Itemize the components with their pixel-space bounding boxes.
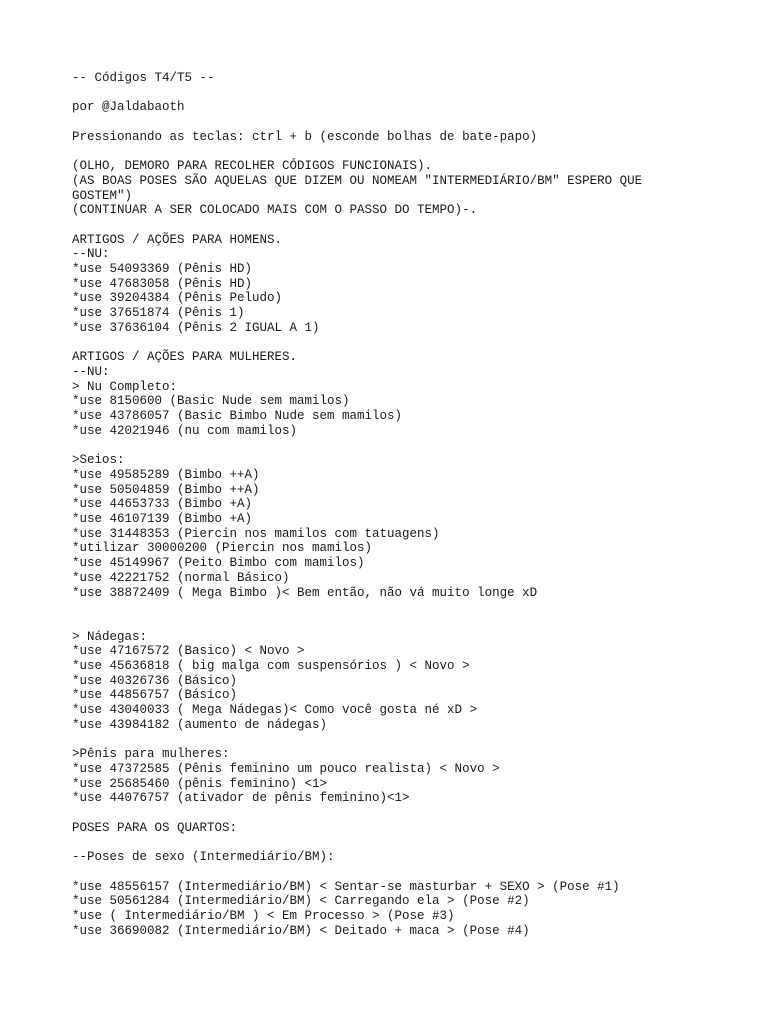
buttocks-section [72,630,672,733]
code-line: *use 38872409 ( Mega Bimbo )< Bem então, não vá muito longe xD [72,585,538,600]
author-block [72,100,672,115]
code-line: *use 43984182 (aumento de nádegas) [72,717,328,732]
code-line: *use 54093369 (Pênis HD) [72,262,253,277]
code-line: *use 47167572 (Basico) < Novo > [72,644,305,659]
code-line: *use 44856757 (Básico) [72,688,238,703]
code-line: *use 43040033 ( Mega Nádegas)< Como você gosta né xD > [72,703,478,718]
code-line: *use 37651874 (Pênis 1) [72,306,245,321]
nude-label: > Nu Completo: [72,379,178,394]
poses-section [72,880,672,939]
note-line: (CONTINUAR A SER COLOCADO MAIS COM O PASSO DO TEMPO)-. [72,203,478,218]
code-line: *use 37636104 (Pênis 2 IGUAL A 1) [72,320,320,335]
note-line: GOSTEM") [72,188,133,203]
code-line: *use 42021946 (nu com mamilos) [72,423,298,438]
code-line: *use 47683058 (Pênis HD) [72,276,253,291]
poses-heading-block [72,821,672,836]
code-line: *use 44076757 (ativador de pênis feminino)<1> [72,791,410,806]
code-line: *use 50561284 (Intermediário/BM) < Carregando ela > (Pose #2) [72,894,530,909]
female-penis-section [72,747,672,806]
code-line: *use 50504859 (Bimbo ++A) [72,482,260,497]
code-line: *use ( Intermediário/BM ) < Em Processo > (Pose #3) [72,908,455,923]
header-title-block [72,71,672,86]
code-line: *use 48556157 (Intermediário/BM) < Sentar-se masturbar + SEXO > (Pose #1) [72,879,620,894]
buttocks-label: > Nádegas: [72,629,148,644]
code-line: *use 8150600 (Basic Nude sem mamilos) [72,394,350,409]
code-line: *use 45636818 ( big malga com suspensórios ) < Novo > [72,659,470,674]
breasts-label: >Seios: [72,453,125,468]
women-subheading: --NU: [72,364,110,379]
shortcut-line: Pressionando as teclas: ctrl + b (esconde bolhas de bate-papo) [72,129,538,144]
men-heading: ARTIGOS / AÇÕES PARA HOMENS. [72,232,283,247]
document-body [72,71,672,953]
document-title: -- Códigos T4/T5 -- [72,71,215,85]
poses-subheading-block [72,850,672,865]
code-line: *use 46107139 (Bimbo +A) [72,512,253,526]
code-line: *use 25685460 (pênis feminino) <1> [72,776,328,791]
code-line: *use 36690082 (Intermediário/BM) < Deitado + maca > (Pose #4) [72,923,530,938]
code-line: *use 40326736 (Básico) [72,673,238,688]
code-line: *use 43786057 (Basic Bimbo Nude sem mamilos) [72,409,403,424]
code-line: *use 44653733 (Bimbo +A) [72,497,253,512]
men-section [72,233,672,336]
women-heading: ARTIGOS / AÇÕES PARA MULHERES. [72,350,298,365]
breasts-section [72,453,672,600]
poses-subheading: --Poses de sexo (Intermediário/BM): [72,850,335,865]
author-line: por @Jaldabaoth [72,100,185,115]
code-line: *use 31448353 (Piercin nos mamilos com tatuagens) [72,526,440,541]
penis-label: >Pênis para mulheres: [72,747,230,762]
code-line: *utilizar 30000200 (Piercin nos mamilos) [72,541,373,556]
code-line: *use 47372585 (Pênis feminino um pouco realista) < Novo > [72,761,500,776]
women-nude-section [72,350,672,438]
code-line: *use 42221752 (normal Básico) [72,570,290,585]
code-line: *use 39204384 (Pênis Peludo) [72,291,283,306]
note-line: (OLHO, DEMORO PARA RECOLHER CÓDIGOS FUNCIONAIS). [72,159,433,174]
note-line: (AS BOAS POSES SÃO AQUELAS QUE DIZEM OU NOMEAM "INTERMEDIÁRIO/BM" ESPERO QUE [72,173,643,188]
code-line: *use 49585289 (Bimbo ++A) [72,467,260,482]
shortcut-block [72,130,672,145]
men-subheading: --NU: [72,247,110,262]
notes-block [72,159,672,218]
poses-heading: POSES PARA OS QUARTOS: [72,820,238,835]
code-line: *use 45149967 (Peito Bimbo com mamilos) [72,556,365,571]
